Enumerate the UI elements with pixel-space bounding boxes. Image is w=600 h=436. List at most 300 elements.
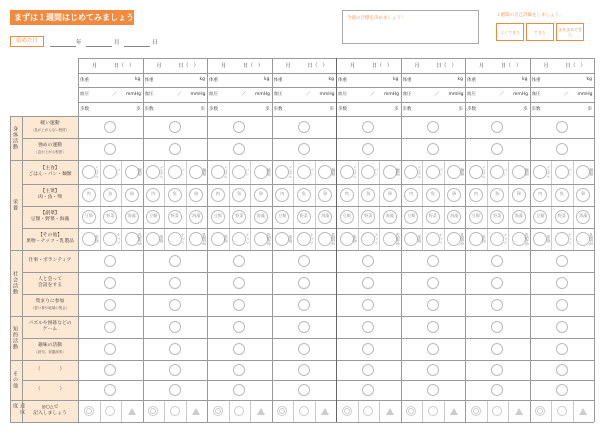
check-circle[interactable] — [104, 277, 116, 289]
check-circle[interactable] — [556, 343, 568, 355]
check-circle[interactable] — [298, 255, 310, 267]
metric-unit: ／ mmHg — [564, 92, 593, 97]
food-divider — [508, 184, 509, 206]
start-month-line[interactable] — [86, 46, 112, 47]
metric-unit: 歩 — [394, 106, 399, 112]
check-circle[interactable] — [362, 277, 374, 289]
food-item-label: 海藻 — [127, 213, 136, 218]
day-month-label: 月 — [285, 63, 291, 69]
check-circle[interactable] — [491, 299, 503, 311]
row-subtitle: 豆類・野菜・海藻 — [30, 217, 70, 222]
metric-label: 歩数 — [531, 106, 541, 112]
check-circle[interactable] — [362, 143, 374, 155]
check-circle[interactable] — [427, 121, 439, 133]
metric-unit: 歩 — [200, 106, 205, 112]
body-row-line — [10, 116, 594, 117]
metric-label: 体重 — [273, 77, 283, 83]
metric-label: 血圧 — [144, 92, 154, 97]
food-item-label: 乳製品 — [202, 233, 208, 245]
food-item-label: ナッツ — [503, 233, 509, 245]
table-left-edge — [10, 116, 11, 422]
check-circle[interactable] — [491, 255, 503, 267]
check-circle[interactable] — [104, 299, 116, 311]
food-divider — [250, 184, 251, 206]
check-circle[interactable] — [556, 121, 568, 133]
food-item-label: 海藻 — [579, 213, 588, 218]
food-divider — [164, 206, 165, 228]
category-label: 度 — [12, 403, 18, 409]
self-eval-option-ok[interactable]: できた — [526, 23, 554, 41]
check-circle[interactable] — [491, 343, 503, 355]
metric-label: 体重 — [338, 77, 347, 83]
check-circle[interactable] — [104, 384, 116, 396]
day-day-label[interactable]: 日（ ） — [372, 63, 393, 69]
metric-unit: ／ mmHg — [499, 92, 529, 97]
food-item-label: 豆類 — [149, 213, 158, 218]
row-label — [22, 160, 78, 184]
food-item-label: 卵 — [194, 191, 199, 196]
food-divider — [100, 228, 101, 250]
check-circle[interactable] — [233, 299, 245, 311]
metric-label: 血圧 — [531, 92, 541, 97]
day-month-label: 月 — [414, 63, 420, 69]
row-title: 【主菜】 — [40, 189, 60, 194]
metric-label: 体重 — [531, 77, 541, 83]
body-row-line — [22, 206, 594, 207]
self-eval-option-fair[interactable]: まあまあできた — [556, 23, 584, 41]
body-row-line — [22, 380, 594, 381]
check-circle[interactable] — [491, 364, 503, 376]
metric-unit: 歩 — [523, 106, 528, 112]
table-right-edge — [594, 58, 595, 422]
check-circle[interactable] — [169, 255, 181, 267]
row-title: パズルや囲碁などの — [28, 321, 72, 326]
day-month-label: 月 — [479, 63, 485, 69]
circle-mark-icon[interactable] — [105, 406, 115, 416]
metric-label: 血圧 — [209, 92, 218, 97]
category-label: 身体活動 — [12, 126, 18, 150]
food-item-label: 卵 — [581, 191, 586, 196]
food-item-label: 肉 — [215, 191, 220, 196]
food-divider — [487, 228, 488, 250]
day-day-label[interactable]: 日（ ） — [307, 63, 328, 69]
check-circle[interactable] — [491, 143, 503, 155]
food-item-label: 肉 — [538, 191, 543, 196]
check-circle[interactable] — [169, 277, 181, 289]
day-month-label: 月 — [221, 63, 227, 69]
triangle-mark-icon[interactable] — [450, 408, 458, 415]
check-circle[interactable] — [362, 343, 374, 355]
food-divider — [293, 184, 294, 206]
food-item-label: 果物 — [223, 235, 229, 243]
start-year-line[interactable] — [50, 46, 76, 47]
check-circle[interactable] — [104, 364, 116, 376]
row-subtitle: 肉・魚・卵 — [38, 195, 62, 200]
check-circle[interactable] — [233, 364, 245, 376]
check-circle[interactable] — [427, 255, 439, 267]
circle-mark-icon[interactable] — [492, 406, 502, 416]
triangle-mark-icon[interactable] — [386, 408, 394, 415]
triangle-mark-icon[interactable] — [128, 408, 136, 415]
row-title: 集まりに参加 — [35, 299, 65, 304]
row-label — [22, 338, 78, 360]
food-item-label: 豆類 — [213, 213, 222, 218]
check-circle[interactable] — [298, 384, 310, 396]
metric-unit: ／ mmHg — [306, 92, 335, 97]
food-item-label: 麺類 — [524, 168, 530, 176]
row-label — [22, 138, 78, 160]
check-circle[interactable] — [556, 384, 568, 396]
day-day-label[interactable]: 日（ ） — [436, 63, 457, 69]
check-circle[interactable] — [362, 299, 374, 311]
mark-divider — [315, 400, 316, 422]
food-divider — [229, 160, 230, 184]
metric-label: 歩数 — [273, 106, 283, 112]
check-circle[interactable] — [362, 255, 374, 267]
day-day-label[interactable]: 日（ ） — [178, 63, 199, 69]
food-item-label: ごはん — [288, 166, 294, 178]
metric-unit: 歩 — [458, 106, 463, 112]
metric-unit: 歩 — [329, 106, 334, 112]
food-item-label: 卵 — [258, 191, 263, 196]
row-title: （ ） — [35, 387, 65, 392]
check-circle[interactable] — [362, 364, 374, 376]
food-item-label: 卵 — [323, 191, 328, 196]
check-circle[interactable] — [298, 121, 310, 133]
double-circle-inner — [215, 408, 221, 414]
food-divider — [508, 206, 509, 228]
food-item-label: パン — [567, 168, 573, 176]
triangle-mark-icon[interactable] — [515, 408, 523, 415]
food-divider — [186, 184, 187, 206]
circle-mark-icon[interactable] — [299, 406, 309, 416]
check-circle[interactable] — [233, 321, 245, 333]
food-divider — [250, 160, 251, 184]
food-divider — [487, 206, 488, 228]
food-item-label: 果物 — [546, 235, 552, 243]
check-circle[interactable] — [427, 277, 439, 289]
food-item-label: 豆類 — [278, 213, 287, 218]
body-row-line — [10, 400, 594, 401]
metric-label: 血圧 — [273, 92, 283, 97]
circle-mark-icon[interactable] — [170, 406, 180, 416]
food-divider — [250, 206, 251, 228]
food-divider — [229, 206, 230, 228]
check-circle[interactable] — [169, 143, 181, 155]
food-divider — [358, 184, 359, 206]
food-item-label: 肉 — [409, 191, 414, 196]
food-item-label: 野菜 — [428, 213, 437, 218]
check-circle[interactable] — [556, 321, 568, 333]
metric-unit: kg — [264, 76, 270, 82]
body-row-line — [22, 228, 594, 229]
check-circle[interactable] — [427, 299, 439, 311]
check-circle[interactable] — [556, 299, 568, 311]
food-divider — [121, 184, 122, 206]
row-subtitle: （息が上がる程度） — [34, 150, 66, 154]
check-circle[interactable] — [233, 121, 245, 133]
food-item-label: 魚 — [301, 191, 306, 196]
circle-mark-icon[interactable] — [363, 406, 373, 416]
food-divider — [229, 184, 230, 206]
check-circle[interactable] — [104, 343, 116, 355]
check-circle[interactable] — [556, 255, 568, 267]
metric-unit: kg — [586, 76, 592, 82]
check-circle[interactable] — [169, 299, 181, 311]
row-subtitle: （息が上がらない程度） — [30, 128, 70, 132]
food-divider — [379, 184, 380, 206]
body-row-line — [22, 338, 594, 339]
food-divider — [422, 228, 423, 250]
check-circle[interactable] — [556, 364, 568, 376]
food-divider — [293, 206, 294, 228]
row-title: 強めの運動 — [38, 143, 62, 148]
double-circle-inner — [344, 408, 350, 414]
food-item-label: 豆類 — [407, 213, 416, 218]
triangle-mark-icon[interactable] — [257, 408, 265, 415]
metric-label: 血圧 — [338, 92, 347, 97]
food-item-label: 卵 — [387, 191, 392, 196]
mark-divider — [293, 400, 294, 422]
day-day-label[interactable]: 日（ ） — [114, 63, 135, 69]
food-item-label: 野菜 — [106, 213, 115, 218]
day-column-line — [272, 58, 273, 422]
food-item-label: 海藻 — [450, 213, 459, 218]
food-item-label: 卵 — [129, 191, 134, 196]
food-divider — [100, 160, 101, 184]
food-item-label: 果物 — [288, 235, 294, 243]
check-circle[interactable] — [298, 143, 310, 155]
food-item-label: 肉 — [473, 191, 478, 196]
mark-divider — [379, 400, 380, 422]
metric-unit: ／ mmHg — [112, 92, 142, 97]
check-circle[interactable] — [104, 143, 116, 155]
day-column-line — [143, 58, 144, 422]
row-label — [22, 360, 78, 380]
food-item-label: 魚 — [237, 191, 242, 196]
food-item-label: 魚 — [172, 191, 177, 196]
metric-label: 体重 — [80, 77, 89, 83]
check-circle[interactable] — [491, 384, 503, 396]
body-row-line — [10, 250, 594, 251]
food-item-label: 乳製品 — [460, 233, 466, 245]
check-circle[interactable] — [298, 299, 310, 311]
food-item-label: 麺類 — [460, 168, 466, 176]
metric-unit: 歩 — [136, 106, 141, 112]
food-item-label: 乳製品 — [589, 233, 595, 245]
row-title: 人と会って — [38, 277, 62, 282]
food-item-label: ナッツ — [309, 233, 315, 245]
double-circle-inner — [86, 408, 92, 414]
food-divider — [293, 160, 294, 184]
food-item-label: ごはん — [94, 166, 100, 178]
mark-divider — [551, 400, 552, 422]
row-subtitle: 記入しましょう — [33, 411, 67, 416]
check-circle[interactable] — [104, 255, 116, 267]
metric-unit: kg — [457, 76, 463, 82]
check-circle[interactable] — [298, 364, 310, 376]
check-circle[interactable] — [427, 343, 439, 355]
metric-label: 血圧 — [402, 92, 412, 97]
metric-label: 歩数 — [402, 106, 412, 112]
check-circle[interactable] — [169, 384, 181, 396]
metric-label: 体重 — [209, 77, 218, 83]
row-label — [22, 272, 78, 294]
start-day-line[interactable] — [124, 46, 150, 47]
row-label — [22, 184, 78, 206]
food-item-label: ナッツ — [567, 233, 573, 245]
check-circle[interactable] — [556, 143, 568, 155]
row-title: ◎○△で — [41, 405, 59, 410]
check-circle[interactable] — [491, 321, 503, 333]
metric-unit: ／ mmHg — [177, 92, 206, 97]
food-item-label: 果物 — [481, 235, 487, 243]
food-item-label: 豆類 — [471, 213, 480, 218]
day-column-line — [78, 58, 79, 422]
metric-label: 歩数 — [209, 106, 218, 112]
triangle-mark-icon[interactable] — [579, 408, 587, 415]
category-label: その他 — [12, 371, 18, 389]
check-circle[interactable] — [169, 343, 181, 355]
body-row-line — [10, 422, 594, 423]
day-day-label[interactable]: 日（ ） — [243, 63, 264, 69]
check-circle[interactable] — [233, 343, 245, 355]
mark-divider — [164, 400, 165, 422]
food-divider — [315, 206, 316, 228]
start-year-unit: 年 — [76, 40, 82, 46]
day-day-label[interactable]: 日（ ） — [501, 63, 522, 69]
food-divider — [164, 160, 165, 184]
food-divider — [315, 160, 316, 184]
food-divider — [573, 184, 574, 206]
check-circle[interactable] — [233, 143, 245, 155]
check-circle[interactable] — [427, 364, 439, 376]
food-divider — [422, 184, 423, 206]
start-date-label: 始めた日 — [10, 36, 44, 47]
metric-label: 血圧 — [80, 92, 89, 97]
triangle-mark-icon[interactable] — [192, 408, 200, 415]
body-row-line — [22, 184, 594, 185]
body-row-line — [10, 316, 594, 317]
category-label: 知的活動 — [12, 326, 18, 350]
self-eval-option-good[interactable]: よくできた — [496, 23, 524, 41]
check-circle[interactable] — [362, 384, 374, 396]
row-label — [22, 206, 78, 228]
food-item-label: 果物 — [159, 235, 165, 243]
food-divider — [121, 228, 122, 250]
food-item-label: 魚 — [559, 191, 564, 196]
food-item-label: 麺類 — [589, 168, 595, 176]
mark-divider — [100, 400, 101, 422]
food-item-label: 野菜 — [557, 213, 566, 218]
metric-label: 血圧 — [467, 92, 476, 97]
day-column-line — [465, 58, 466, 422]
metric-unit: kg — [135, 76, 141, 82]
food-item-label: 麺類 — [266, 168, 272, 176]
food-item-label: 野菜 — [299, 213, 308, 218]
metric-unit: kg — [328, 76, 334, 82]
check-circle[interactable] — [233, 255, 245, 267]
food-item-label: ナッツ — [438, 233, 444, 245]
food-item-label: 海藻 — [321, 213, 330, 218]
check-circle[interactable] — [362, 321, 374, 333]
circle-mark-icon[interactable] — [234, 406, 244, 416]
check-circle[interactable] — [556, 277, 568, 289]
check-circle[interactable] — [298, 321, 310, 333]
circle-mark-icon[interactable] — [428, 406, 438, 416]
food-divider — [315, 184, 316, 206]
circle-mark-icon[interactable] — [557, 406, 567, 416]
food-item-label: 海藻 — [256, 213, 265, 218]
check-circle[interactable] — [362, 121, 374, 133]
metric-unit: kg — [393, 76, 399, 82]
row-subtitle: （習い事や地域の集会） — [30, 306, 70, 310]
check-circle[interactable] — [298, 343, 310, 355]
food-item-label: 果物 — [94, 235, 100, 243]
triangle-mark-icon[interactable] — [321, 408, 329, 415]
food-item-label: ナッツ — [245, 233, 251, 245]
metric-label: 歩数 — [80, 106, 89, 112]
food-divider — [551, 160, 552, 184]
check-circle[interactable] — [427, 143, 439, 155]
metric-unit: kg — [522, 76, 528, 82]
food-divider — [444, 206, 445, 228]
check-circle[interactable] — [427, 321, 439, 333]
check-circle[interactable] — [104, 321, 116, 333]
food-item-label: 豆類 — [536, 213, 545, 218]
food-item-label: 卵 — [452, 191, 457, 196]
check-circle[interactable] — [491, 121, 503, 133]
food-item-label: 豆類 — [84, 213, 93, 218]
row-subtitle: （読句、楽器演奏） — [34, 350, 66, 354]
food-item-label: 海藻 — [385, 213, 394, 218]
food-divider — [573, 228, 574, 250]
food-divider — [358, 160, 359, 184]
goal-box[interactable] — [342, 10, 479, 44]
check-circle[interactable] — [233, 277, 245, 289]
food-item-label: ごはん — [481, 166, 487, 178]
food-item-label: パン — [309, 168, 315, 176]
food-divider — [551, 206, 552, 228]
food-item-label: パン — [180, 168, 186, 176]
day-day-label[interactable]: 日（ ） — [565, 63, 586, 69]
check-circle[interactable] — [169, 321, 181, 333]
food-item-label: パン — [438, 168, 444, 176]
check-circle[interactable] — [104, 121, 116, 133]
food-item-label: 麺類 — [202, 168, 208, 176]
check-circle[interactable] — [298, 277, 310, 289]
check-circle[interactable] — [491, 277, 503, 289]
check-circle[interactable] — [233, 384, 245, 396]
check-circle[interactable] — [427, 384, 439, 396]
row-subtitle: 果物・ナッツ・乳製品 — [26, 239, 74, 244]
food-item-label: 麺類 — [137, 168, 143, 176]
food-item-label: 野菜 — [364, 213, 373, 218]
row-subtitle: 会話をする — [38, 283, 62, 288]
mark-divider — [186, 400, 187, 422]
food-item-label: 乳製品 — [524, 233, 530, 245]
food-item-label: 豆類 — [342, 213, 351, 218]
food-divider — [186, 228, 187, 250]
food-item-label: 魚 — [366, 191, 371, 196]
mark-divider — [508, 400, 509, 422]
category-label: 栄養 — [12, 199, 18, 211]
check-circle[interactable] — [169, 364, 181, 376]
check-circle[interactable] — [169, 121, 181, 133]
mark-divider — [487, 400, 488, 422]
food-item-label: ごはん — [223, 166, 229, 178]
food-item-label: 果物 — [352, 235, 358, 243]
